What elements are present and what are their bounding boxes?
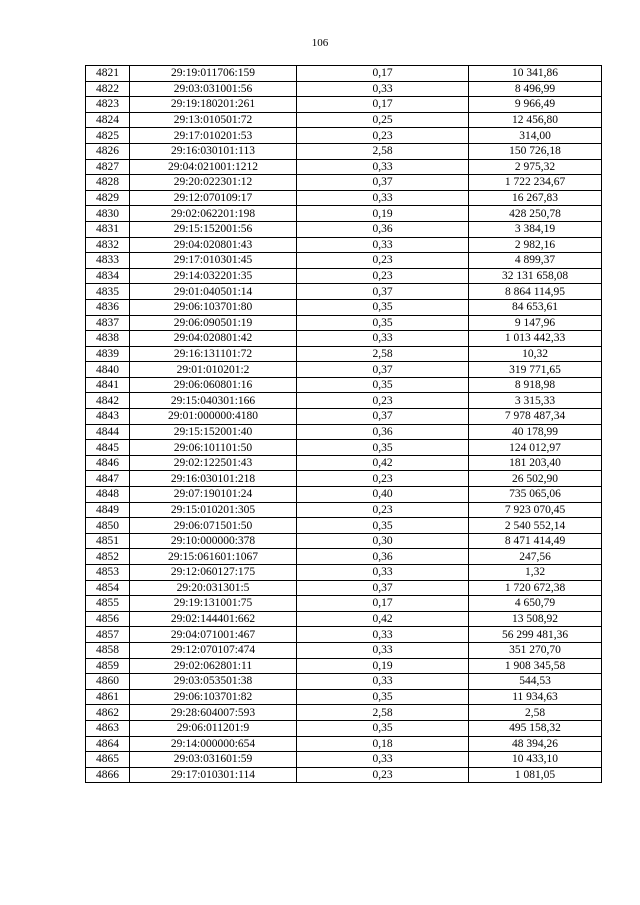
rate-cell: 0,33 [297,190,469,206]
table-row [86,237,602,253]
cadastral-number-cell: 29:01:040501:14 [130,284,297,300]
value-cell: 84 653,61 [469,299,602,315]
cadastral-number-cell: 29:06:103701:80 [130,299,297,315]
rate-cell: 0,35 [297,440,469,456]
value-cell: 8 864 114,95 [469,284,602,300]
cadastral-number-cell: 29:01:010201:2 [130,362,297,378]
rate-cell: 0,35 [297,299,469,315]
value-cell: 8 471 414,49 [469,533,602,549]
cadastral-number-cell: 29:15:061601:1067 [130,549,297,565]
cadastral-number-cell: 29:12:070109:17 [130,190,297,206]
table-row [86,221,602,237]
table-row [86,159,602,175]
row-number-cell: 4848 [86,487,130,503]
rate-cell: 0,36 [297,221,469,237]
cadastral-number-cell: 29:12:060127:175 [130,565,297,581]
value-cell: 1 013 442,33 [469,331,602,347]
cadastral-number-cell: 29:28:604007:593 [130,705,297,721]
row-number-cell: 4838 [86,331,130,347]
table-row [86,393,602,409]
rate-cell: 0,33 [297,159,469,175]
table-row [86,689,602,705]
table-row [86,596,602,612]
rate-cell: 0,42 [297,455,469,471]
row-number-cell: 4854 [86,580,130,596]
value-cell: 495 158,32 [469,720,602,736]
table-row [86,253,602,269]
rate-cell: 0,35 [297,720,469,736]
cadastral-number-cell: 29:16:030101:113 [130,143,297,159]
rate-cell: 0,33 [297,81,469,97]
value-cell: 2 540 552,14 [469,518,602,534]
value-cell: 9 966,49 [469,97,602,113]
row-number-cell: 4844 [86,424,130,440]
row-number-cell: 4840 [86,362,130,378]
table-row [86,206,602,222]
value-cell: 3 315,33 [469,393,602,409]
rate-cell: 0,35 [297,518,469,534]
cadastral-number-cell: 29:16:030101:218 [130,471,297,487]
value-cell: 12 456,80 [469,112,602,128]
row-number-cell: 4859 [86,658,130,674]
cadastral-number-cell: 29:02:144401:662 [130,611,297,627]
rate-cell: 0,33 [297,331,469,347]
table-row [86,565,602,581]
row-number-cell: 4826 [86,143,130,159]
table-row [86,175,602,191]
rate-cell: 0,30 [297,533,469,549]
cadastral-number-cell: 29:17:010201:53 [130,128,297,144]
cadastral-number-cell: 29:20:031301:5 [130,580,297,596]
rate-cell: 0,19 [297,206,469,222]
row-number-cell: 4824 [86,112,130,128]
row-number-cell: 4866 [86,767,130,783]
table-row [86,642,602,658]
rate-cell: 2,58 [297,346,469,362]
table-row [86,720,602,736]
row-number-cell: 4829 [86,190,130,206]
row-number-cell: 4823 [86,97,130,113]
cadastral-number-cell: 29:10:000000:378 [130,533,297,549]
value-cell: 7 923 070,45 [469,502,602,518]
row-number-cell: 4847 [86,471,130,487]
rate-cell: 0,23 [297,471,469,487]
table-row [86,190,602,206]
cadastral-number-cell: 29:15:040301:166 [130,393,297,409]
value-cell: 26 502,90 [469,471,602,487]
table-row [86,128,602,144]
value-cell: 13 508,92 [469,611,602,627]
rate-cell: 0,17 [297,97,469,113]
rate-cell: 0,36 [297,549,469,565]
value-cell: 4 899,37 [469,253,602,269]
row-number-cell: 4836 [86,299,130,315]
value-cell: 1 720 672,38 [469,580,602,596]
table-row [86,487,602,503]
cadastral-number-cell: 29:06:103701:82 [130,689,297,705]
row-number-cell: 4834 [86,268,130,284]
table-row [86,331,602,347]
value-cell: 181 203,40 [469,455,602,471]
rate-cell: 0,33 [297,674,469,690]
rate-cell: 2,58 [297,705,469,721]
row-number-cell: 4860 [86,674,130,690]
table-row [86,471,602,487]
table-row [86,377,602,393]
value-cell: 7 978 487,34 [469,409,602,425]
table-row [86,658,602,674]
cadastral-number-cell: 29:14:032201:35 [130,268,297,284]
table-row [86,455,602,471]
cadastral-number-cell: 29:17:010301:45 [130,253,297,269]
row-number-cell: 4830 [86,206,130,222]
table-row [86,81,602,97]
rate-cell: 0,35 [297,315,469,331]
row-number-cell: 4857 [86,627,130,643]
row-number-cell: 4861 [86,689,130,705]
value-cell: 351 270,70 [469,642,602,658]
rate-cell: 0,37 [297,409,469,425]
value-cell: 1,32 [469,565,602,581]
value-cell: 2,58 [469,705,602,721]
rate-cell: 2,58 [297,143,469,159]
cadastral-number-cell: 29:12:070107:474 [130,642,297,658]
row-number-cell: 4855 [86,596,130,612]
row-number-cell: 4825 [86,128,130,144]
row-number-cell: 4862 [86,705,130,721]
table-row [86,362,602,378]
value-cell: 56 299 481,36 [469,627,602,643]
table-row [86,409,602,425]
rate-cell: 0,42 [297,611,469,627]
cadastral-number-cell: 29:17:010301:114 [130,767,297,783]
value-cell: 40 178,99 [469,424,602,440]
cadastral-number-cell: 29:07:190101:24 [130,487,297,503]
table-row [86,502,602,518]
row-number-cell: 4822 [86,81,130,97]
value-cell: 32 131 658,08 [469,268,602,284]
rate-cell: 0,25 [297,112,469,128]
row-number-cell: 4850 [86,518,130,534]
rate-cell: 0,33 [297,565,469,581]
cadastral-number-cell: 29:20:022301:12 [130,175,297,191]
row-number-cell: 4845 [86,440,130,456]
rate-cell: 0,33 [297,752,469,768]
row-number-cell: 4835 [86,284,130,300]
rate-cell: 0,17 [297,596,469,612]
row-number-cell: 4852 [86,549,130,565]
row-number-cell: 4846 [86,455,130,471]
table-row [86,580,602,596]
row-number-cell: 4839 [86,346,130,362]
cadastral-number-cell: 29:06:071501:50 [130,518,297,534]
row-number-cell: 4863 [86,720,130,736]
cadastral-number-cell: 29:15:152001:56 [130,221,297,237]
value-cell: 8 918,98 [469,377,602,393]
page-number: 106 [311,37,329,49]
row-number-cell: 4864 [86,736,130,752]
cadastral-number-cell: 29:13:010501:72 [130,112,297,128]
cadastral-number-cell: 29:06:101101:50 [130,440,297,456]
rate-cell: 0,23 [297,767,469,783]
cadastral-number-cell: 29:04:021001:1212 [130,159,297,175]
table-row [86,611,602,627]
rate-cell: 0,23 [297,502,469,518]
table-row [86,705,602,721]
table-row [86,518,602,534]
data-table [85,65,602,783]
value-cell: 314,00 [469,128,602,144]
row-number-cell: 4821 [86,66,130,82]
table-row [86,299,602,315]
row-number-cell: 4833 [86,253,130,269]
rate-cell: 0,33 [297,627,469,643]
rate-cell: 0,37 [297,580,469,596]
rate-cell: 0,18 [297,736,469,752]
rate-cell: 0,36 [297,424,469,440]
value-cell: 8 496,99 [469,81,602,97]
value-cell: 16 267,83 [469,190,602,206]
value-cell: 10,32 [469,346,602,362]
row-number-cell: 4842 [86,393,130,409]
row-number-cell: 4853 [86,565,130,581]
row-number-cell: 4856 [86,611,130,627]
table-row [86,424,602,440]
rate-cell: 0,37 [297,175,469,191]
cadastral-number-cell: 29:19:180201:261 [130,97,297,113]
value-cell: 124 012,97 [469,440,602,456]
cadastral-number-cell: 29:03:053501:38 [130,674,297,690]
cadastral-number-cell: 29:04:071001:467 [130,627,297,643]
value-cell: 428 250,78 [469,206,602,222]
cadastral-number-cell: 29:02:062201:198 [130,206,297,222]
rate-cell: 0,23 [297,253,469,269]
cadastral-number-cell: 29:03:031001:56 [130,81,297,97]
cadastral-number-cell: 29:15:010201:305 [130,502,297,518]
value-cell: 150 726,18 [469,143,602,159]
cadastral-number-cell: 29:15:152001:40 [130,424,297,440]
row-number-cell: 4831 [86,221,130,237]
value-cell: 544,53 [469,674,602,690]
table-row [86,440,602,456]
rate-cell: 0,37 [297,284,469,300]
table-row [86,549,602,565]
row-number-cell: 4843 [86,409,130,425]
row-number-cell: 4837 [86,315,130,331]
rate-cell: 0,33 [297,237,469,253]
row-number-cell: 4858 [86,642,130,658]
row-number-cell: 4828 [86,175,130,191]
row-number-cell: 4841 [86,377,130,393]
table-row [86,674,602,690]
rate-cell: 0,40 [297,487,469,503]
cadastral-number-cell: 29:04:020801:42 [130,331,297,347]
table-row [86,533,602,549]
rate-cell: 0,17 [297,66,469,82]
value-cell: 2 975,32 [469,159,602,175]
value-cell: 1 722 234,67 [469,175,602,191]
cadastral-number-cell: 29:06:090501:19 [130,315,297,331]
cadastral-number-cell: 29:04:020801:43 [130,237,297,253]
value-cell: 11 934,63 [469,689,602,705]
table-row [86,767,602,783]
table-row [86,66,602,82]
row-number-cell: 4865 [86,752,130,768]
rate-cell: 0,19 [297,658,469,674]
value-cell: 10 341,86 [469,66,602,82]
value-cell: 2 982,16 [469,237,602,253]
rate-cell: 0,23 [297,128,469,144]
value-cell: 1 081,05 [469,767,602,783]
table-row [86,97,602,113]
cadastral-number-cell: 29:19:011706:159 [130,66,297,82]
rate-cell: 0,35 [297,377,469,393]
table-row [86,112,602,128]
value-cell: 10 433,10 [469,752,602,768]
row-number-cell: 4827 [86,159,130,175]
rate-cell: 0,33 [297,642,469,658]
table-body [86,66,602,783]
row-number-cell: 4851 [86,533,130,549]
rate-cell: 0,35 [297,689,469,705]
table-row [86,315,602,331]
cadastral-number-cell: 29:03:031601:59 [130,752,297,768]
value-cell: 319 771,65 [469,362,602,378]
value-cell: 3 384,19 [469,221,602,237]
value-cell: 48 394,26 [469,736,602,752]
cadastral-number-cell: 29:19:131001:75 [130,596,297,612]
cadastral-number-cell: 29:14:000000:654 [130,736,297,752]
cadastral-number-cell: 29:16:131101:72 [130,346,297,362]
row-number-cell: 4832 [86,237,130,253]
rate-cell: 0,23 [297,268,469,284]
cadastral-number-cell: 29:06:060801:16 [130,377,297,393]
cadastral-number-cell: 29:02:122501:43 [130,455,297,471]
rate-cell: 0,37 [297,362,469,378]
table-row [86,627,602,643]
table-row [86,284,602,300]
table-row [86,736,602,752]
table-row [86,346,602,362]
rate-cell: 0,23 [297,393,469,409]
table-row [86,752,602,768]
row-number-cell: 4849 [86,502,130,518]
value-cell: 9 147,96 [469,315,602,331]
value-cell: 735 065,06 [469,487,602,503]
value-cell: 247,56 [469,549,602,565]
table-row [86,268,602,284]
cadastral-number-cell: 29:01:000000:4180 [130,409,297,425]
value-cell: 4 650,79 [469,596,602,612]
cadastral-number-cell: 29:02:062801:11 [130,658,297,674]
value-cell: 1 908 345,58 [469,658,602,674]
cadastral-number-cell: 29:06:011201:9 [130,720,297,736]
table-row [86,143,602,159]
